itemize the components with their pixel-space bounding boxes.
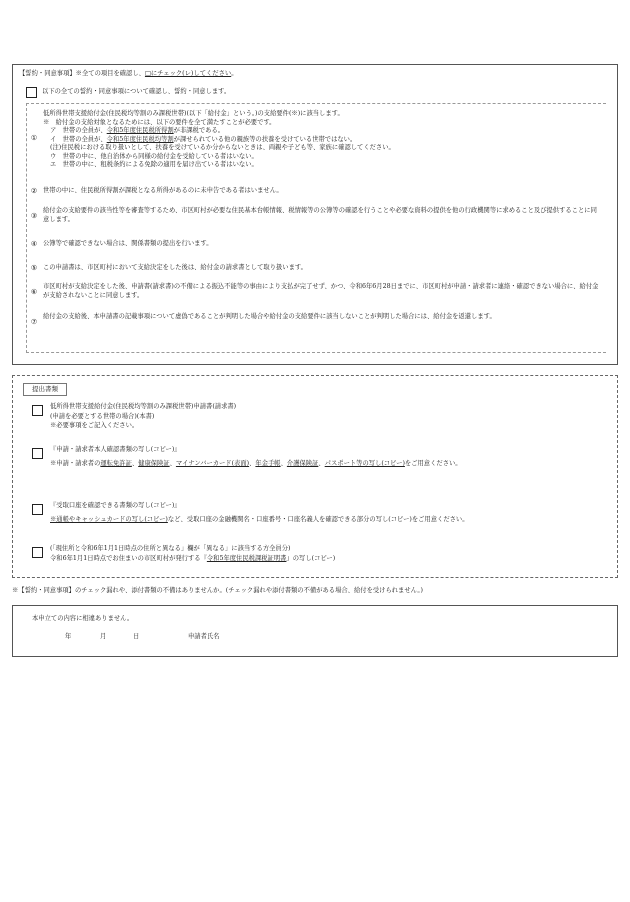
item1-condition-a: ア 世帯の全員が、令和5年度住民税所得割が非課税である。 xyxy=(50,127,225,134)
pledge-item-text: 給付金の支給後、本申請書の記載事項について虚偽であることが判明した場合や給付金の支給要件に該当しないことが判明した場合には、給付金を返還します。 xyxy=(43,313,496,320)
agree-all-label: 以下の全ての誓約・同意事項について確認し、誓約・同意します。 xyxy=(42,88,231,95)
applicant-name-label: 申請者氏名 xyxy=(188,633,220,640)
pledge-item-number: ⑤ xyxy=(30,264,38,272)
check-notice: ※【誓約・同意事項】のチェック漏れや、添付書類の不備はありませんか。(チェック漏れや添付書類の不備がある場合、給付を受けられません。) xyxy=(12,587,423,594)
date-month-label: 月 xyxy=(100,633,107,640)
document-title: 『申請・請求者本人確認書類の写し(コピー)』 xyxy=(50,446,181,453)
document-note: ※申請・請求者の運転免許証、健康保険証、マイナンバーカード(表面)、年金手帳、介護保険証、パスポート等の写し(コピー)をご用意ください。 xyxy=(50,459,462,467)
pledge-item-text: 給付金の支給要件の該当性等を審査等するため、市区町村が必要な住民基本台帳情報、税情報等の公簿等の確認を行うことや必要な資料の提供を他の行政機関等に求めること及び提供することに同意します。 xyxy=(43,207,597,223)
pledge-item-number: ① xyxy=(30,134,38,142)
pledge-heading-instruction: ※全ての項目を確認し、 xyxy=(75,70,145,77)
pledge-heading-period: 。 xyxy=(231,70,238,77)
document-text xyxy=(50,502,469,525)
document-note: ※通帳やキャッシュカードの写し(コピー)など、受取口座の金融機関名・口座番号・口座名義人を確認できる部分の写し(コピー)をご用意ください。 xyxy=(50,515,469,523)
document-text xyxy=(50,403,236,432)
document-title: 令和6年1月1日時点でお住まいの市区町村が発行する『令和5年度住民税課税証明書』の写し(コピー) xyxy=(50,554,336,562)
pledge-heading-title: 【誓約・同意事項】 xyxy=(19,70,76,77)
agree-all-checkbox[interactable] xyxy=(26,87,37,98)
pledge-item-number: ⑥ xyxy=(30,288,38,296)
date-day-label: 日 xyxy=(133,633,140,640)
document-checkbox-tax-certificate[interactable] xyxy=(32,547,43,558)
pledge-item-text: 市区町村が支給決定をした後、申請書(請求書)の不備による振込不能等の事由により支払が完了せず、かつ、令和6年6月28日までに、市区町村が申請・請求者に連絡・確認できない場合に、給付金が支給されないことに同意します。 xyxy=(43,283,599,299)
item1-condition-e: エ 世帯の中に、租税条約による免除の適用を届け出ている者はいない。 xyxy=(50,161,258,168)
document-condition: (「現住所と令和6年1月1日時点の住所と異なる」欄が「異なる」に該当する方全員分) xyxy=(50,545,291,552)
documents-section xyxy=(12,375,618,578)
pledge-item-number: ⑦ xyxy=(30,318,38,326)
pledge-section xyxy=(12,64,618,365)
document-subtitle: (申請を必要とする世帯の場合)(本書) xyxy=(50,412,155,420)
pledge-item-number: ④ xyxy=(30,240,38,248)
date-year-label: 年 xyxy=(65,633,72,640)
pledge-items-box xyxy=(26,103,606,353)
document-title: 低所得世帯支援給付金(住民税均等割のみ課税世帯)申請書(請求書) xyxy=(50,403,237,410)
pledge-item-number: ② xyxy=(30,187,38,195)
pledge-item-text: 世帯の中に、住民税所得割が課税となる所得があるのに未申告である者はいません。 xyxy=(43,187,283,194)
pledge-item-text: この申請書は、市区町村において支給決定をした後は、給付金の請求書として取り扱います。 xyxy=(43,264,307,271)
document-note: ※必要事項をご記入ください。 xyxy=(50,422,139,429)
pledge-item-body xyxy=(43,110,599,170)
item1-note: (注)住民税における取り扱いとして、扶養を受けているか分からないときは、両親や子ども等、家族に確認してください。 xyxy=(50,144,395,151)
confirmation-box xyxy=(12,605,618,657)
item1-line1: 低所得世帯支援給付金(住民税均等割のみ課税世帯)(以下「給付金」という。)の支給要件(※)に該当します。 xyxy=(43,110,344,117)
document-checkbox-application[interactable] xyxy=(32,405,43,416)
item1-line2: ※ 給付金の支給対象となるためには、以下の要件を全て満たすことが必要です。 xyxy=(43,118,276,126)
document-text xyxy=(50,545,335,564)
documents-label: 提出書類 xyxy=(23,383,67,396)
document-checkbox-bank[interactable] xyxy=(32,504,43,515)
pledge-item-text: 公簿等で確認できない場合は、関係書類の提出を行います。 xyxy=(43,240,213,247)
item1-condition-i: イ 世帯の全員が、令和5年度住民税均等割が課せられている他の親族等の扶養を受けている世帯ではない。 xyxy=(50,135,357,143)
confirmation-text: 本申立ての内容に相違ありません。 xyxy=(32,615,134,622)
document-title: 『受取口座を確認できる書類の写し(コピー)』 xyxy=(50,502,181,509)
document-text xyxy=(50,446,462,469)
pledge-heading-check-instruction: □にチェック(レ)してください xyxy=(144,70,232,77)
pledge-heading xyxy=(19,70,237,79)
pledge-item-number: ③ xyxy=(30,212,38,220)
item1-condition-u: ウ 世帯の中に、他自治体から同様の給付金を受給している者はいない。 xyxy=(50,152,258,160)
document-checkbox-id[interactable] xyxy=(32,448,43,459)
